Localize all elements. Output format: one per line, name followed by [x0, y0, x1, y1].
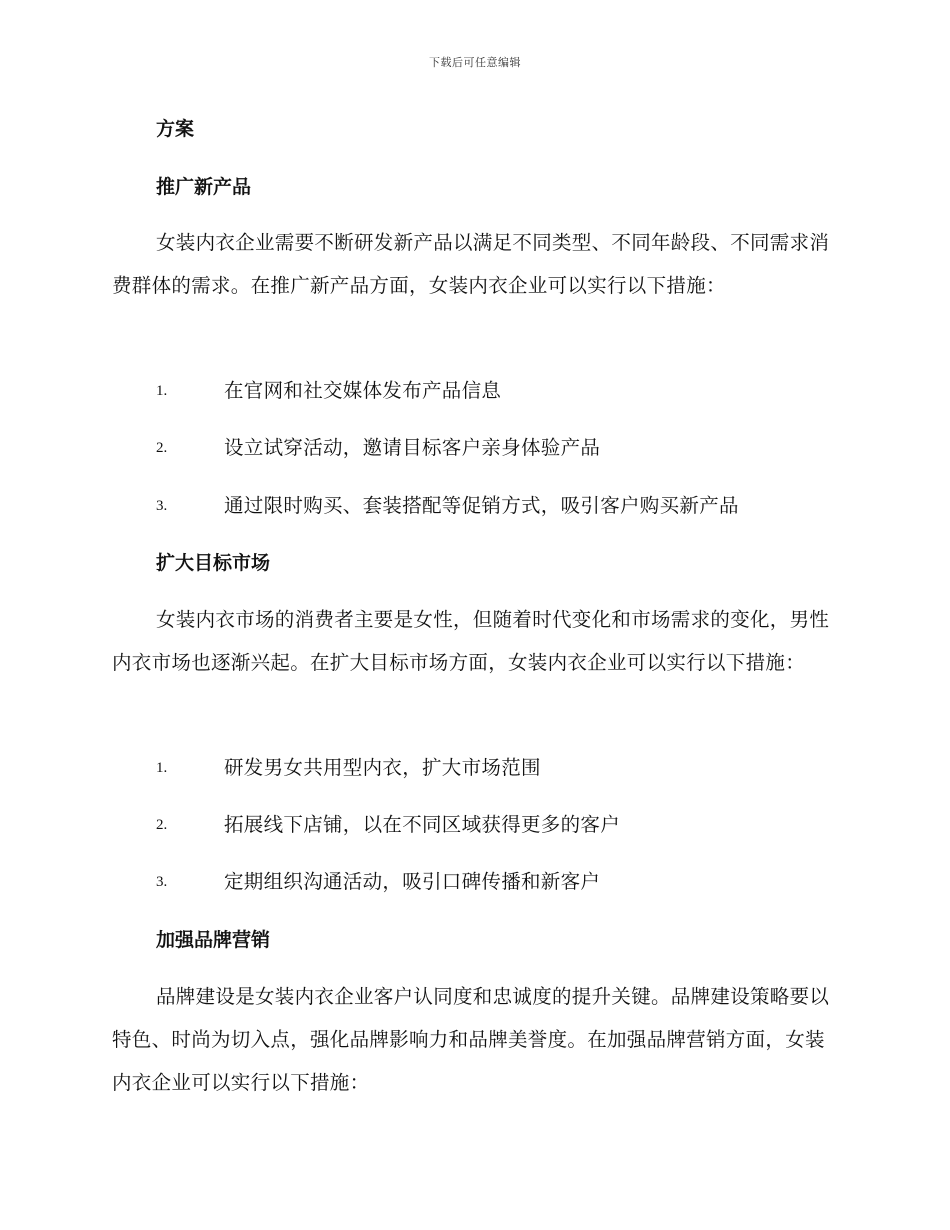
list-number: 3.: [156, 874, 168, 890]
list-text: 研发男女共用型内衣，扩大市场范围: [224, 756, 541, 779]
list-number: 1.: [156, 760, 168, 776]
section-heading-promote-new-products: 推广新产品: [156, 176, 252, 198]
section-heading-strengthen-brand-marketing: 加强品牌营销: [156, 929, 271, 951]
list-number: 2.: [156, 817, 168, 833]
list-number: 2.: [156, 440, 168, 456]
section-paragraph: 品牌建设是女装内衣企业客户认同度和忠诚度的提升关键。品牌建设策略要以特色、时尚为切入点，强化品牌影响力和品牌美誉度。在加强品牌营销方面，女装内衣企业可以实行以下措施：: [112, 985, 830, 1094]
list-number: 3.: [156, 498, 168, 514]
list-text: 设立试穿活动，邀请目标客户亲身体验产品: [224, 436, 601, 459]
section-paragraph: 女装内衣企业需要不断研发新产品以满足不同类型、不同年龄段、不同需求消费群体的需求。在推广新产品方面，女装内衣企业可以实行以下措施：: [112, 231, 830, 297]
page-header: 下载后可任意编辑: [429, 56, 521, 69]
list-text: 拓展线下店铺，以在不同区域获得更多的客户: [224, 813, 621, 836]
list-text: 通过限时购买、套装搭配等促销方式，吸引客户购买新产品: [224, 494, 739, 517]
list-text: 在官网和社交媒体发布产品信息: [224, 379, 502, 402]
list-number: 1.: [156, 383, 168, 399]
document-title: 方案: [156, 118, 195, 140]
section-paragraph: 女装内衣市场的消费者主要是女性，但随着时代变化和市场需求的变化，男性内衣市场也逐渐兴起。在扩大目标市场方面，女装内衣企业可以实行以下措施：: [112, 608, 830, 674]
section-heading-expand-target-market: 扩大目标市场: [156, 552, 271, 574]
list-text: 定期组织沟通活动，吸引口碑传播和新客户: [224, 870, 601, 893]
